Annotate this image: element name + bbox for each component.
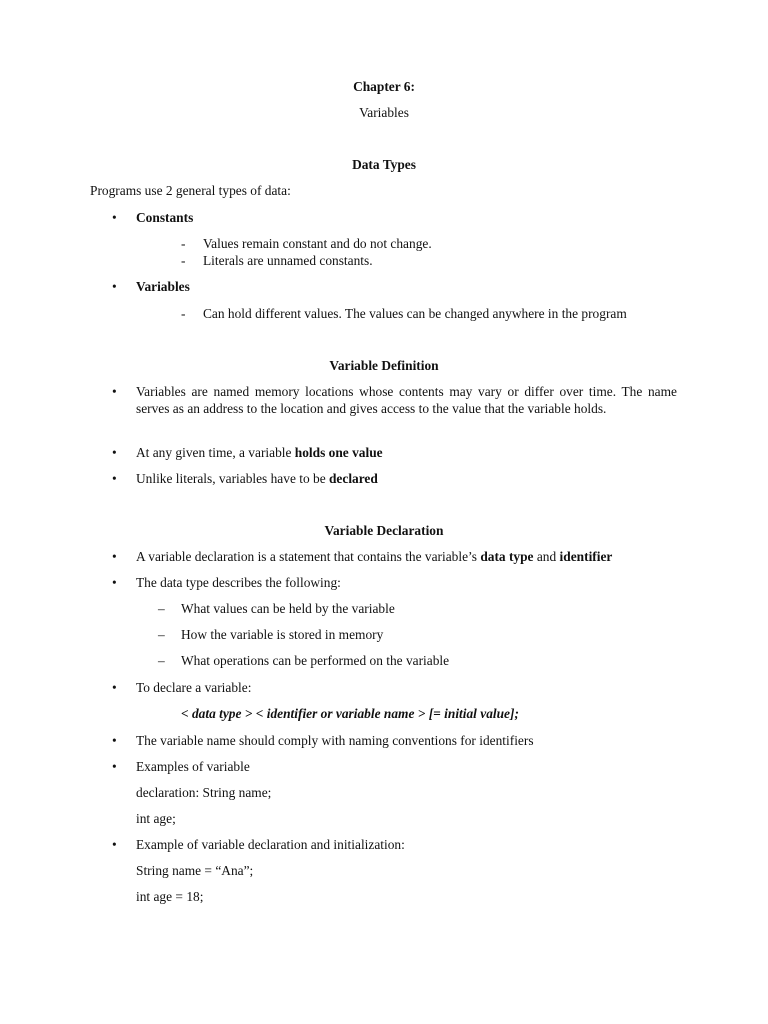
dash-icon: -	[181, 253, 186, 268]
declaration-syntax: < data type > < identifier or variable name > [= initial value];	[181, 706, 519, 721]
bullet-icon: •	[112, 733, 117, 748]
constants-label: Constants	[136, 210, 194, 225]
definition-paragraph: Variables are named memory locations whose contents may vary or differ over time. The name serves as an address to the location and gives access to the value that the variable holds.	[136, 384, 677, 416]
naming-conventions: The variable name should comply with naming conventions for identifiers	[136, 733, 534, 748]
data-type-sub-item: How the variable is stored in memory	[181, 627, 384, 642]
example-code-line: int age = 18;	[136, 889, 204, 904]
declaration-statement	[136, 548, 612, 565]
declare-variable-label: To declare a variable:	[136, 680, 252, 695]
definition-one-value	[136, 444, 383, 461]
bullet-icon: •	[112, 471, 117, 486]
dash-icon: -	[181, 306, 186, 321]
data-type-describes: The data type describes the following:	[136, 575, 341, 590]
example-code-line: declaration: String name;	[136, 785, 272, 800]
bullet-icon: •	[112, 575, 117, 590]
constants-point: Literals are unnamed constants.	[203, 253, 373, 268]
text-run: At any given time, a variable	[136, 445, 295, 460]
text-run: A variable declaration is a statement that contains the variable’s	[136, 549, 481, 564]
text-run: and	[533, 549, 560, 564]
bold-text-run: data type	[480, 549, 534, 564]
bullet-icon: •	[112, 837, 117, 852]
bold-text-run: holds one value	[294, 445, 383, 460]
constants-point: Values remain constant and do not change.	[203, 236, 432, 251]
bullet-icon: •	[112, 210, 117, 225]
variables-point: Can hold different values. The values can be changed anywhere in the program	[203, 306, 627, 321]
example-code-line: String name = “Ana”;	[136, 863, 254, 878]
bullet-icon: •	[112, 445, 117, 460]
chapter-title: Chapter 6:	[353, 79, 415, 94]
bullet-icon: •	[112, 384, 117, 399]
chapter-subtitle: Variables	[359, 105, 409, 120]
variables-label: Variables	[136, 279, 190, 294]
bullet-icon: •	[112, 549, 117, 564]
data-type-sub-item: What values can be held by the variable	[181, 601, 395, 616]
definition-declared	[136, 470, 378, 487]
endash-icon: –	[158, 601, 165, 616]
bullet-icon: •	[112, 759, 117, 774]
dash-icon: -	[181, 236, 186, 251]
section-heading-data-types: Data Types	[352, 157, 416, 172]
bullet-icon: •	[112, 680, 117, 695]
examples-label: Examples of variable	[136, 759, 250, 774]
text-run: Unlike literals, variables have to be	[136, 471, 329, 486]
bullet-icon: •	[112, 279, 117, 294]
data-type-sub-item: What operations can be performed on the variable	[181, 653, 450, 668]
section-heading-variable-declaration: Variable Declaration	[324, 523, 444, 538]
endash-icon: –	[158, 653, 165, 668]
bold-text-run: declared	[328, 471, 378, 486]
example-code-line: int age;	[136, 811, 176, 826]
bold-text-run: identifier	[559, 549, 613, 564]
endash-icon: –	[158, 627, 165, 642]
section-heading-variable-definition: Variable Definition	[329, 358, 439, 373]
initialization-label: Example of variable declaration and initialization:	[136, 837, 405, 852]
data-types-intro: Programs use 2 general types of data:	[90, 183, 291, 198]
